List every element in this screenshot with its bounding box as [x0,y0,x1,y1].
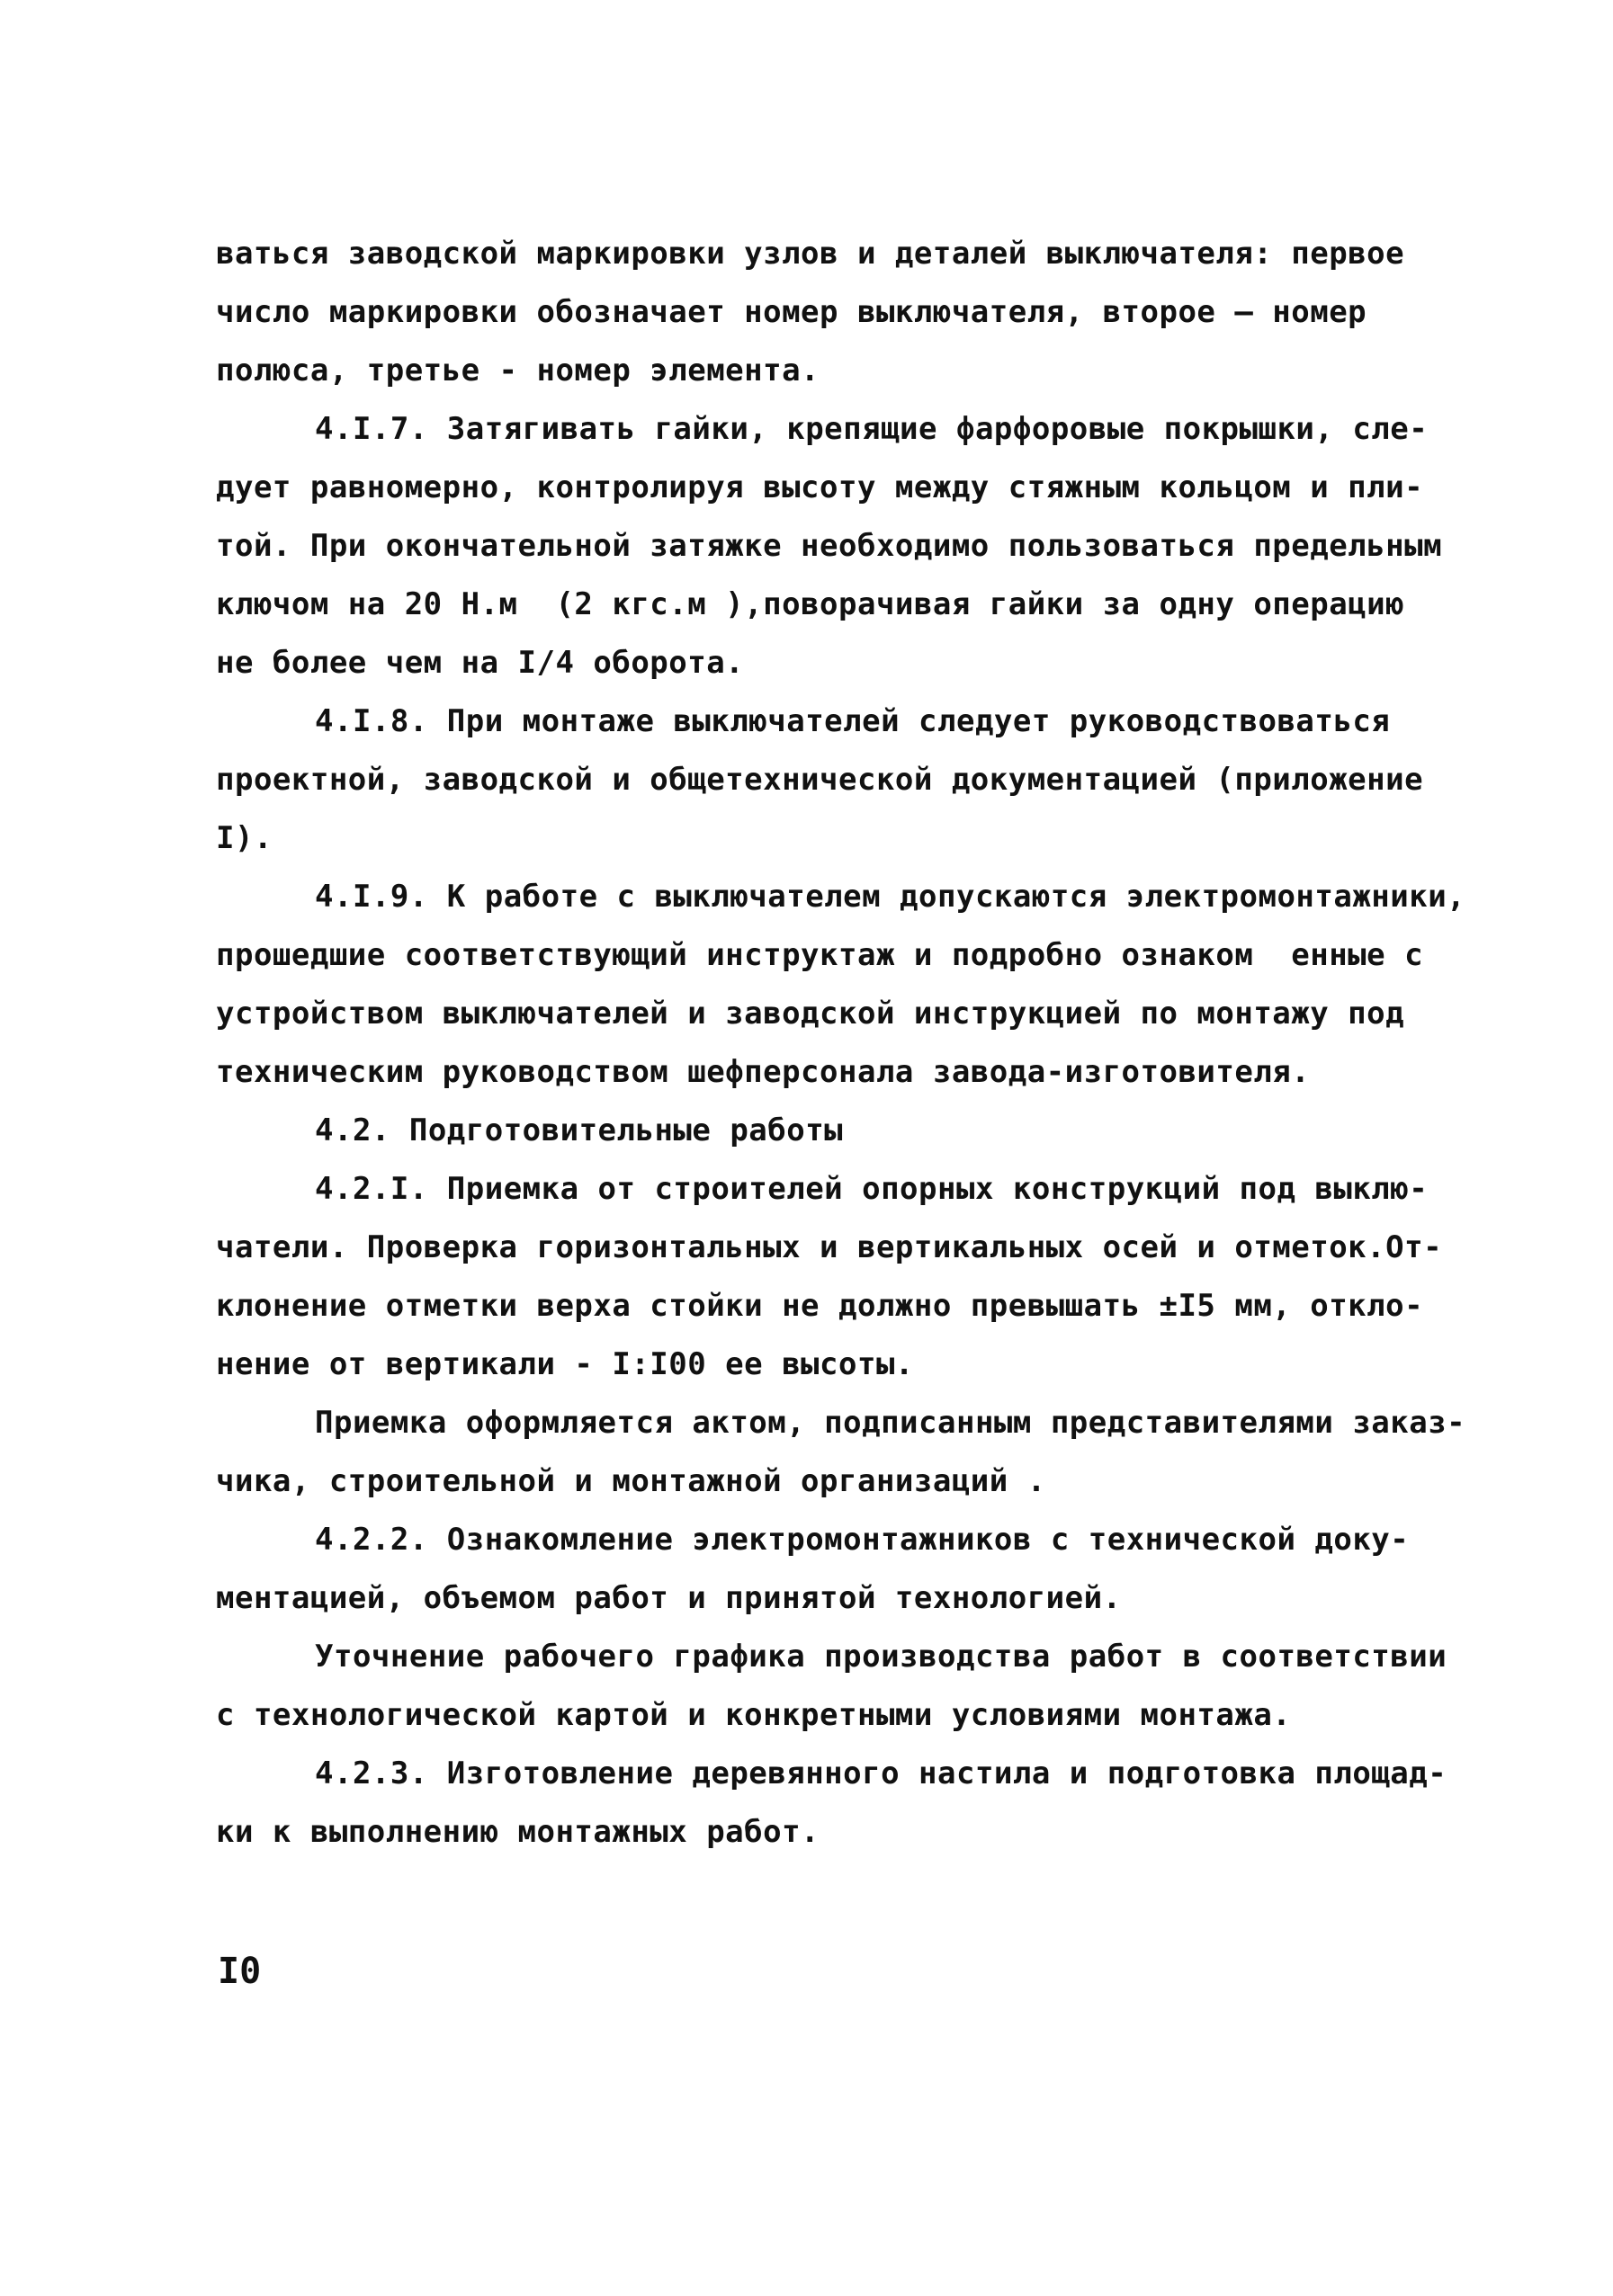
page-number: I0 [218,1951,262,1992]
text-line: 4.I.7. Затягивать гайки, крепящие фарфоровые покрышки, сле- [315,411,1429,447]
text-line: проектной, заводской и общетехнической документацией (приложение [216,762,1424,798]
text-line: нение от вертикали - I:I00 ее высоты. [216,1346,914,1382]
text-line: ключом на 20 Н.м (2 кгс.м ),поворачивая гайки за одну операцию [216,586,1405,622]
section-heading: 4.2. Подготовительные работы [315,1112,844,1148]
text-line: дует равномерно, контролируя высоту между стяжным кольцом и пли- [216,469,1424,505]
text-line: не более чем на I/4 оборота. [216,645,745,681]
text-line: чика, строительной и монтажной организаций . [216,1463,1046,1499]
text-line: клонение отметки верха стойки не должно превышать ±I5 мм, откло- [216,1288,1424,1324]
text-line: 4.2.3. Изготовление деревянного настила и подготовка площад- [315,1756,1447,1791]
text-line: I). [216,820,273,856]
text-line: 4.I.8. При монтаже выключателей следует руководствоваться [315,703,1391,739]
text-line: 4.2.2. Ознакомление электромонтажников с технической доку- [315,1522,1410,1558]
text-line: прошедшие соответствующий инструктаж и подробно ознаком енные с [216,937,1424,973]
text-line: с технологической картой и конкретными условиями монтажа. [216,1697,1292,1733]
text-line: Уточнение рабочего графика производства работ в соответствии [315,1639,1447,1675]
text-line: чатели. Проверка горизонтальных и вертикальных осей и отметок.От- [216,1229,1443,1265]
text-line: Приемка оформляется актом, подписанным представителями заказ- [315,1405,1466,1441]
text-line: техническим руководством шефперсонала завода-изготовителя. [216,1054,1311,1090]
text-line: число маркировки обозначает номер выключателя, второе – номер [216,294,1367,330]
text-line: 4.2.I. Приемка от строителей опорных конструкций под выклю- [315,1171,1429,1207]
text-line: 4.I.9. К работе с выключателем допускаются электромонтажники, [315,879,1466,915]
text-line: ки к выполнению монтажных работ. [216,1814,820,1850]
text-line: полюса, третье - номер элемента. [216,353,820,389]
text-line: ваться заводской маркировки узлов и деталей выключателя: первое [216,236,1405,272]
text-line: той. При окончательной затяжке необходимо пользоваться предельным [216,528,1443,564]
text-line: ментацией, объемом работ и принятой технологией. [216,1580,1122,1616]
text-line: устройством выключателей и заводской инструкцией по монтажу под [216,996,1405,1032]
